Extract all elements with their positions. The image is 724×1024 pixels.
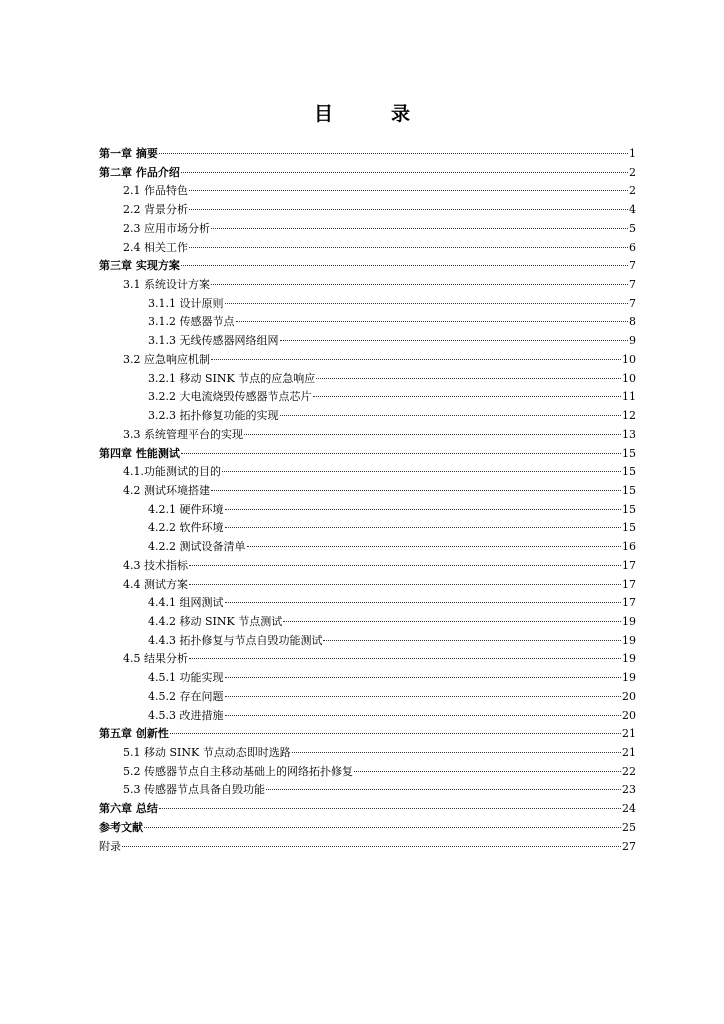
toc-dot-leader xyxy=(225,602,622,603)
toc-entry-title: 3.2.1 移动 SINK 节点的应急响应 xyxy=(148,371,316,385)
toc-page-number: 22 xyxy=(622,764,636,778)
toc-entry-title: 4.4.1 组网测试 xyxy=(148,596,224,610)
toc-entry[interactable] xyxy=(99,650,636,669)
toc-entry[interactable] xyxy=(99,482,636,501)
toc-entry-title: 4.5.2 存在问题 xyxy=(148,689,224,703)
toc-dot-leader xyxy=(211,284,628,285)
toc-page-number: 20 xyxy=(622,689,636,703)
toc-page-number: 15 xyxy=(622,521,636,535)
toc-dot-leader xyxy=(247,546,622,547)
toc-entry[interactable] xyxy=(99,725,636,744)
toc-entry-title: 3.1.1 设计原则 xyxy=(148,296,224,310)
toc-entry[interactable] xyxy=(99,445,636,464)
toc-entry-title: 3.2.3 拓扑修复功能的实现 xyxy=(148,409,279,423)
toc-page-number: 11 xyxy=(622,390,636,404)
toc-entry[interactable] xyxy=(99,613,636,632)
toc-page-number: 15 xyxy=(622,483,636,497)
toc-entry[interactable] xyxy=(99,332,636,351)
toc-entry[interactable] xyxy=(99,407,636,426)
toc-entry[interactable] xyxy=(99,707,636,726)
toc-page-number: 23 xyxy=(622,783,636,797)
toc-entry-title: 第一章 摘要 xyxy=(99,147,158,160)
toc-page-number: 2 xyxy=(629,184,636,198)
toc-entry[interactable] xyxy=(99,426,636,445)
toc-dot-leader xyxy=(225,303,629,304)
toc-dot-leader xyxy=(244,434,621,435)
toc-page-number: 7 xyxy=(629,259,636,273)
toc-dot-leader xyxy=(222,471,621,472)
toc-entry[interactable] xyxy=(99,201,636,220)
toc-entry-title: 5.3 传感器节点具备自毁功能 xyxy=(123,783,265,797)
toc-page-number: 19 xyxy=(622,652,636,666)
toc-entry-title: 4.2 测试环境搭建 xyxy=(123,483,210,497)
toc-entry[interactable] xyxy=(99,744,636,763)
toc-entry[interactable] xyxy=(99,463,636,482)
toc-dot-leader xyxy=(211,490,621,491)
toc-entry-title: 3.2 应急响应机制 xyxy=(123,352,210,366)
toc-page-number: 7 xyxy=(629,278,636,292)
toc-dot-leader xyxy=(225,527,622,528)
toc-entry-title: 4.4.2 移动 SINK 节点测试 xyxy=(148,614,283,628)
toc-entry-title: 4.1.功能测试的目的 xyxy=(123,465,221,479)
page-title xyxy=(0,102,724,126)
toc-page-number: 21 xyxy=(622,727,636,741)
toc-dot-leader xyxy=(292,752,621,753)
toc-entry-title: 第六章 总结 xyxy=(99,802,158,816)
toc-entry[interactable] xyxy=(99,632,636,651)
toc-page-number: 13 xyxy=(622,427,636,441)
toc-entry-title: 5.2 传感器节点自主移动基础上的网络拓扑修复 xyxy=(123,764,353,778)
toc-page-number: 19 xyxy=(622,671,636,685)
toc-entry[interactable] xyxy=(99,257,636,276)
toc-entry[interactable] xyxy=(99,688,636,707)
toc-entry-title: 4.5.1 功能实现 xyxy=(148,671,224,685)
toc-entry-title: 3.2.2 大电流烧毁传感器节点芯片 xyxy=(148,390,312,404)
toc-entry[interactable] xyxy=(99,669,636,688)
toc-entry-title: 4.2.2 软件环境 xyxy=(148,521,224,535)
toc-page-number: 12 xyxy=(622,409,636,423)
toc-entry-title: 3.1.2 传感器节点 xyxy=(148,315,235,329)
toc-dot-leader xyxy=(266,789,621,790)
table-of-contents xyxy=(99,145,636,856)
toc-entry-title: 第五章 创新性 xyxy=(99,727,169,741)
toc-dot-leader xyxy=(236,321,629,322)
toc-page-number: 17 xyxy=(622,558,636,572)
toc-entry[interactable] xyxy=(99,781,636,800)
toc-entry-title: 4.4.3 拓扑修复与节点自毁功能测试 xyxy=(148,633,323,647)
toc-entry[interactable] xyxy=(99,351,636,370)
toc-entry-title: 附录 xyxy=(99,839,121,853)
toc-dot-leader xyxy=(283,621,621,622)
toc-entry[interactable] xyxy=(99,576,636,595)
toc-entry[interactable] xyxy=(99,370,636,389)
toc-page-number: 17 xyxy=(622,577,636,591)
toc-entry[interactable] xyxy=(99,182,636,201)
toc-page-number: 1 xyxy=(629,147,636,160)
toc-entry-title: 第三章 实现方案 xyxy=(99,259,180,273)
toc-entry-title: 2.3 应用市场分析 xyxy=(123,221,210,235)
toc-dot-leader xyxy=(189,190,628,191)
toc-page-number: 25 xyxy=(622,820,636,834)
toc-dot-leader xyxy=(170,733,621,734)
toc-page-number: 15 xyxy=(622,446,636,460)
toc-dot-leader xyxy=(225,696,622,697)
toc-entry-title: 4.4 测试方案 xyxy=(123,577,188,591)
toc-entry[interactable] xyxy=(99,295,636,314)
toc-page-number: 5 xyxy=(629,221,636,235)
toc-dot-leader xyxy=(280,415,622,416)
toc-entry-title: 参考文献 xyxy=(99,820,143,834)
toc-dot-leader xyxy=(313,396,622,397)
toc-entry-title: 2.4 相关工作 xyxy=(123,240,188,254)
toc-entry-title: 第四章 性能测试 xyxy=(99,446,180,460)
toc-page-number: 21 xyxy=(622,746,636,759)
toc-dot-leader xyxy=(354,771,621,772)
toc-entry[interactable] xyxy=(99,800,636,819)
title-char-1: 目 xyxy=(313,103,391,125)
toc-entry[interactable] xyxy=(99,388,636,407)
toc-entry-title: 4.2.1 硬件环境 xyxy=(148,502,224,516)
toc-entry[interactable] xyxy=(99,164,636,183)
toc-entry-title: 4.3 技术指标 xyxy=(123,558,188,572)
toc-dot-leader xyxy=(189,247,628,248)
toc-page-number: 6 xyxy=(629,240,636,254)
toc-page-number: 17 xyxy=(622,596,636,610)
toc-entry[interactable] xyxy=(99,838,636,857)
toc-page-number: 9 xyxy=(629,334,636,348)
toc-entry[interactable] xyxy=(99,220,636,239)
toc-dot-leader xyxy=(189,565,621,566)
toc-page-number: 15 xyxy=(622,502,636,516)
toc-dot-leader xyxy=(159,808,621,809)
toc-page-number: 7 xyxy=(629,296,636,310)
toc-entry-title: 3.3 系统管理平台的实现 xyxy=(123,427,243,441)
toc-entry-title: 4.5 结果分析 xyxy=(123,652,188,666)
toc-page-number: 20 xyxy=(622,708,636,722)
toc-page-number: 19 xyxy=(622,614,636,628)
toc-dot-leader xyxy=(280,340,629,341)
toc-entry-title: 2.2 背景分析 xyxy=(123,203,188,217)
toc-dot-leader xyxy=(181,453,621,454)
toc-dot-leader xyxy=(181,265,628,266)
toc-dot-leader xyxy=(122,846,621,847)
toc-dot-leader xyxy=(323,640,621,641)
toc-dot-leader xyxy=(189,209,628,210)
toc-page-number: 10 xyxy=(622,352,636,366)
toc-page-number: 4 xyxy=(629,203,636,217)
toc-entry-title: 4.5.3 改进措施 xyxy=(148,708,224,722)
toc-entry[interactable] xyxy=(99,519,636,538)
toc-entry-title: 3.1.3 无线传感器网络组网 xyxy=(148,334,279,348)
toc-dot-leader xyxy=(225,715,622,716)
toc-dot-leader xyxy=(225,509,622,510)
toc-entry-title: 第二章 作品介绍 xyxy=(99,165,180,179)
toc-page-number: 10 xyxy=(622,371,636,385)
toc-dot-leader xyxy=(189,584,621,585)
toc-entry-title: 3.1 系统设计方案 xyxy=(123,278,210,292)
toc-dot-leader xyxy=(225,677,622,678)
toc-dot-leader xyxy=(316,378,621,379)
toc-dot-leader xyxy=(189,658,621,659)
toc-entry[interactable] xyxy=(99,538,636,557)
toc-page-number: 27 xyxy=(622,839,636,853)
toc-entry[interactable] xyxy=(99,145,636,164)
toc-entry[interactable] xyxy=(99,276,636,295)
toc-dot-leader xyxy=(211,359,621,360)
toc-page-number: 2 xyxy=(629,165,636,179)
toc-entry-title: 4.2.2 测试设备清单 xyxy=(148,540,246,554)
toc-page-number: 8 xyxy=(629,315,636,329)
toc-entry[interactable] xyxy=(99,594,636,613)
toc-entry[interactable] xyxy=(99,313,636,332)
toc-entry-title: 2.1 作品特色 xyxy=(123,184,188,198)
toc-page-number: 15 xyxy=(622,465,636,479)
toc-dot-leader xyxy=(159,153,628,154)
toc-entry[interactable] xyxy=(99,819,636,838)
toc-dot-leader xyxy=(144,827,621,828)
toc-dot-leader xyxy=(181,172,628,173)
toc-entry[interactable] xyxy=(99,763,636,782)
title-char-2: 录 xyxy=(391,103,469,125)
toc-page-number: 16 xyxy=(622,540,636,554)
toc-dot-leader xyxy=(211,228,628,229)
toc-entry[interactable] xyxy=(99,239,636,258)
toc-entry[interactable] xyxy=(99,557,636,576)
toc-entry[interactable] xyxy=(99,501,636,520)
toc-entry-title: 5.1 移动 SINK 节点动态即时选路 xyxy=(123,746,291,759)
toc-page-number: 19 xyxy=(622,633,636,647)
toc-page-number: 24 xyxy=(622,802,636,816)
